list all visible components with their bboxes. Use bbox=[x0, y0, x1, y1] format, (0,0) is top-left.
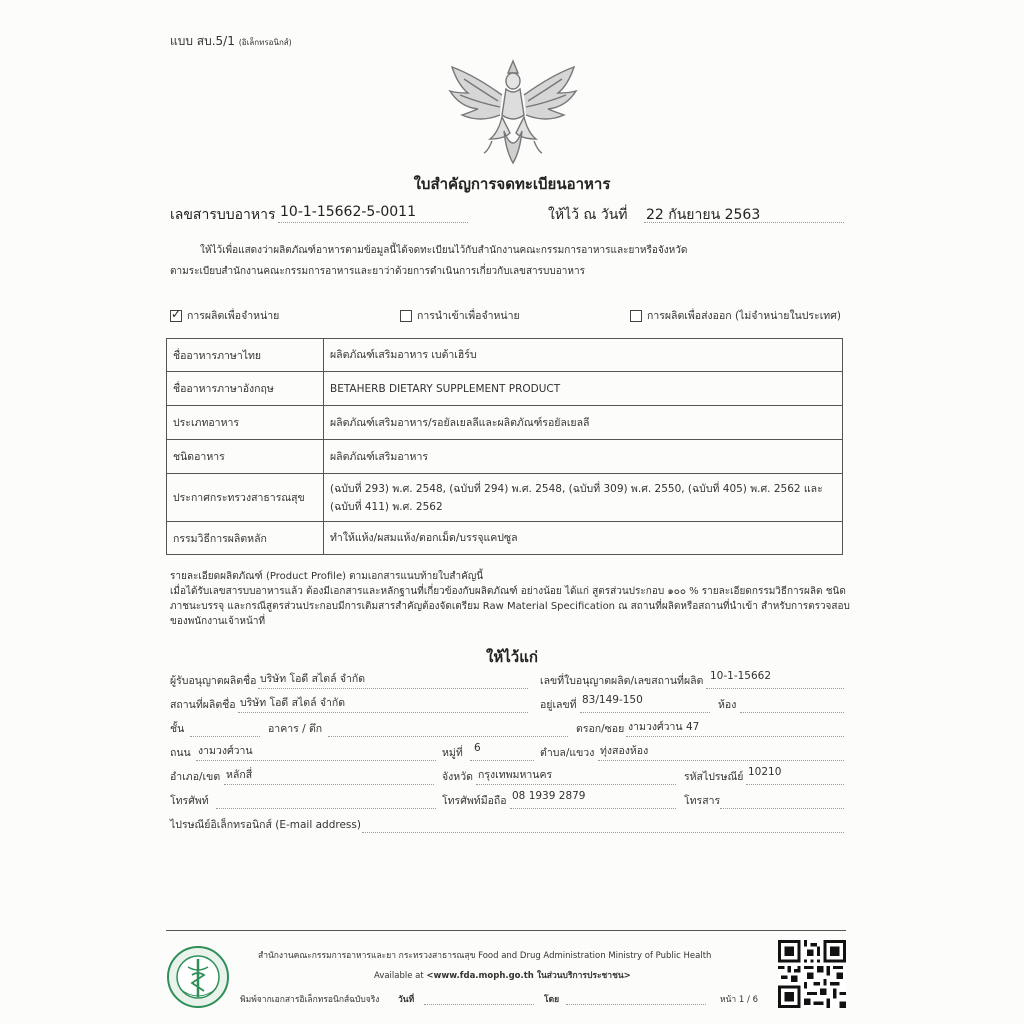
soi-value: งามวงศ์วาน 47 bbox=[628, 721, 700, 733]
form-number-text: แบบ สบ.5/1 bbox=[170, 34, 235, 48]
field-underline bbox=[510, 808, 676, 809]
intro-line-2: ตามระเบียบสำนักงานคณะกรรมการอาหารและยาว่าด้วยการดำเนินการเกี่ยวกับเลขสารบบอาหาร bbox=[170, 266, 585, 277]
field-underline bbox=[190, 736, 260, 737]
fax-label: โทรสาร bbox=[684, 795, 721, 807]
field-underline bbox=[746, 784, 844, 785]
table-key: กรรมวิธีการผลิตหลัก bbox=[167, 522, 324, 555]
road-value: งามวงศ์วาน bbox=[198, 745, 253, 757]
room-label: ห้อง bbox=[718, 699, 737, 711]
field-underline bbox=[598, 760, 844, 761]
registration-underline bbox=[278, 222, 468, 223]
licensee-label: ผู้รับอนุญาตผลิตชื่อ bbox=[170, 675, 257, 687]
table-value: ทำให้แห้ง/ผสมแห้ง/ตอกเม็ด/บรรจุแคปซูล bbox=[324, 522, 843, 555]
checkbox-box[interactable] bbox=[630, 310, 642, 322]
postal-code-value: 10210 bbox=[748, 766, 782, 778]
phone-label: โทรศัพท์ bbox=[170, 795, 209, 807]
checkbox-label: การผลิตเพื่อส่งออก (ไม่จำหน่ายในประเทศ) bbox=[647, 310, 841, 322]
checkbox-label: การผลิตเพื่อจำหน่าย bbox=[187, 310, 280, 322]
subdistrict-label: ตำบล/แขวง bbox=[540, 747, 595, 759]
table-key: ชื่ออาหารภาษาไทย bbox=[167, 339, 324, 372]
footer-divider bbox=[166, 930, 846, 931]
field-underline bbox=[566, 1004, 706, 1005]
field-underline bbox=[626, 736, 844, 737]
moo-label: หมู่ที่ bbox=[442, 747, 463, 759]
table-value: ผลิตภัณฑ์เสริมอาหาร เบต้าเฮิร์บ bbox=[324, 339, 843, 372]
checkbox-box-checked[interactable] bbox=[170, 306, 182, 322]
field-underline bbox=[362, 832, 844, 833]
production-place-label: สถานที่ผลิตชื่อ bbox=[170, 699, 236, 711]
table-row bbox=[167, 372, 843, 406]
table-value: ผลิตภัณฑ์เสริมอาหาร/รอยัลเยลลีและผลิตภัณฑ์รอยัลเยลลี bbox=[324, 406, 843, 440]
form-type-text: (อิเล็กทรอนิกส์) bbox=[238, 38, 292, 47]
product-profile-note bbox=[170, 569, 860, 629]
field-underline bbox=[224, 784, 434, 785]
email-label: ไปรษณีย์อิเล็กทรอนิกส์ (E-mail address) bbox=[170, 819, 361, 831]
field-underline bbox=[706, 688, 844, 689]
checkmark-icon: ✓ bbox=[171, 306, 182, 321]
availability-note bbox=[374, 968, 631, 982]
profile-line-1: รายละเอียดผลิตภัณฑ์ (Product Profile) ตามเอกสารแนบท้ายใบสำคัญนี้ bbox=[170, 571, 484, 582]
field-underline bbox=[720, 808, 844, 809]
table-key: ประกาศกระทรวงสาธารณสุข bbox=[167, 474, 324, 522]
building-label: อาคาร / ตึก bbox=[268, 723, 323, 735]
subdistrict-value: ทุ่งสองห้อง bbox=[600, 745, 649, 757]
field-underline bbox=[580, 712, 710, 713]
mobile-label: โทรศัพท์มือถือ bbox=[442, 795, 507, 807]
road-label: ถนน bbox=[170, 747, 191, 759]
floor-label: ชั้น bbox=[170, 723, 185, 735]
document-title: ใบสำคัญการจดทะเบียนอาหาร bbox=[413, 175, 611, 193]
form-number bbox=[170, 32, 292, 51]
field-underline bbox=[740, 712, 844, 713]
field-underline bbox=[328, 736, 568, 737]
field-underline bbox=[196, 760, 436, 761]
registration-number: 10-1-15662-5-0011 bbox=[280, 204, 417, 220]
intro-line-1: ให้ไว้เพื่อแสดงว่าผลิตภัณฑ์อาหารตามข้อมูลนี้ได้จดทะเบียนไว้กับสำนักงานคณะกรรมการอาหารและยาหรือจังหวัด bbox=[200, 245, 688, 256]
issue-date-label: ให้ไว้ ณ วันที่ bbox=[548, 207, 628, 223]
intro-paragraph bbox=[170, 240, 860, 282]
ministry-of-public-health-seal-icon bbox=[166, 945, 230, 1009]
field-underline bbox=[216, 808, 436, 809]
moo-value: 6 bbox=[474, 742, 481, 754]
agency-name: สำนักงานคณะกรรมการอาหารและยา กระทรวงสาธารณสุข Food and Drug Administration Ministry of Public Health bbox=[258, 951, 712, 961]
production-place-value: บริษัท โอดี สไตล์ จำกัด bbox=[240, 697, 346, 709]
footer-date-label: วันที่ bbox=[398, 995, 415, 1005]
address-number-value: 83/149-150 bbox=[582, 694, 643, 706]
available-prefix: Available at bbox=[374, 971, 424, 981]
field-underline bbox=[424, 1004, 534, 1005]
registration-label: เลขสารบบอาหาร bbox=[170, 207, 276, 223]
checkbox-label: การนำเข้าเพื่อจำหน่าย bbox=[417, 310, 520, 322]
table-value: (ฉบับที่ 293) พ.ศ. 2548, (ฉบับที่ 294) พ.ศ. 2548, (ฉบับที่ 309) พ.ศ. 2550, (ฉบับที่ 405) พ.ศ. 2562 และ (ฉบับที่ 411) พ.ศ. 2562 bbox=[324, 474, 843, 522]
address-number-label: อยู่เลขที่ bbox=[540, 699, 577, 711]
qr-code-icon[interactable] bbox=[778, 940, 846, 1008]
table-key: ประเภทอาหาร bbox=[167, 406, 324, 440]
garuda-emblem-icon bbox=[444, 55, 582, 167]
footer-by-label: โดย bbox=[544, 995, 560, 1005]
issue-date-underline bbox=[644, 222, 844, 223]
province-value: กรุงเทพมหานคร bbox=[478, 769, 553, 781]
district-label: อำเภอ/เขต bbox=[170, 771, 221, 783]
page-indicator: หน้า 1 / 6 bbox=[720, 995, 758, 1005]
checkbox-import[interactable] bbox=[400, 307, 520, 324]
license-number-label: เลขที่ใบอนุญาตผลิต/เลขสถานที่ผลิต bbox=[540, 675, 704, 687]
checkbox-export[interactable] bbox=[630, 307, 841, 324]
district-value: หลักสี่ bbox=[226, 769, 253, 781]
given-to-heading: ให้ไว้แก่ bbox=[486, 648, 538, 666]
field-underline bbox=[258, 688, 528, 689]
licensee-value: บริษัท โอดี สไตล์ จำกัด bbox=[260, 673, 366, 685]
printed-note: พิมพ์จากเอกสารอิเล็กทรอนิกส์ฉบับจริง bbox=[240, 995, 380, 1005]
issue-date-value: 22 กันยายน 2563 bbox=[646, 207, 761, 223]
province-label: จังหวัด bbox=[442, 771, 473, 783]
table-key: ชื่ออาหารภาษาอังกฤษ bbox=[167, 372, 324, 406]
table-row bbox=[167, 339, 843, 372]
table-value: ผลิตภัณฑ์เสริมอาหาร bbox=[324, 440, 843, 474]
profile-line-2: เมื่อได้รับเลขสารบบอาหารแล้ว ต้องมีเอกสารและหลักฐานที่เกี่ยวข้องกับผลิตภัณฑ์ อย่างน้อย ได้แก่ สูตรส่วนประกอบ ๑๐๐ % รายละเอียดกรรมวิธีการผลิต ชนิดภาชนะบรรจุ และกรณีสูตรส่วนประกอบมีการเติมสารสำคัญต้องจัดเตรียม Raw Material Specification ณ สถานที่ผลิตหรือสถานที่นำเข้า สำหรับการตรวจสอบของพนักงานเจ้าหน้าที่ bbox=[170, 586, 850, 627]
soi-label: ตรอก/ซอย bbox=[576, 723, 625, 735]
field-underline bbox=[238, 712, 528, 713]
checkbox-box[interactable] bbox=[400, 310, 412, 322]
field-underline bbox=[476, 784, 676, 785]
table-key: ชนิดอาหาร bbox=[167, 440, 324, 474]
table-row bbox=[167, 474, 843, 522]
table-row bbox=[167, 406, 843, 440]
field-underline bbox=[470, 760, 534, 761]
checkbox-production[interactable] bbox=[170, 307, 279, 324]
table-row bbox=[167, 440, 843, 474]
table-value: BETAHERB DIETARY SUPPLEMENT PRODUCT bbox=[324, 372, 843, 406]
mobile-value: 08 1939 2879 bbox=[512, 790, 586, 802]
postal-code-label: รหัสไปรษณีย์ bbox=[684, 771, 744, 783]
fda-website-link[interactable]: <www.fda.moph.go.th ในส่วนบริการประชาชน> bbox=[426, 971, 631, 981]
license-number-value: 10-1-15662 bbox=[710, 670, 772, 682]
food-info-table bbox=[166, 338, 843, 555]
table-row bbox=[167, 522, 843, 555]
